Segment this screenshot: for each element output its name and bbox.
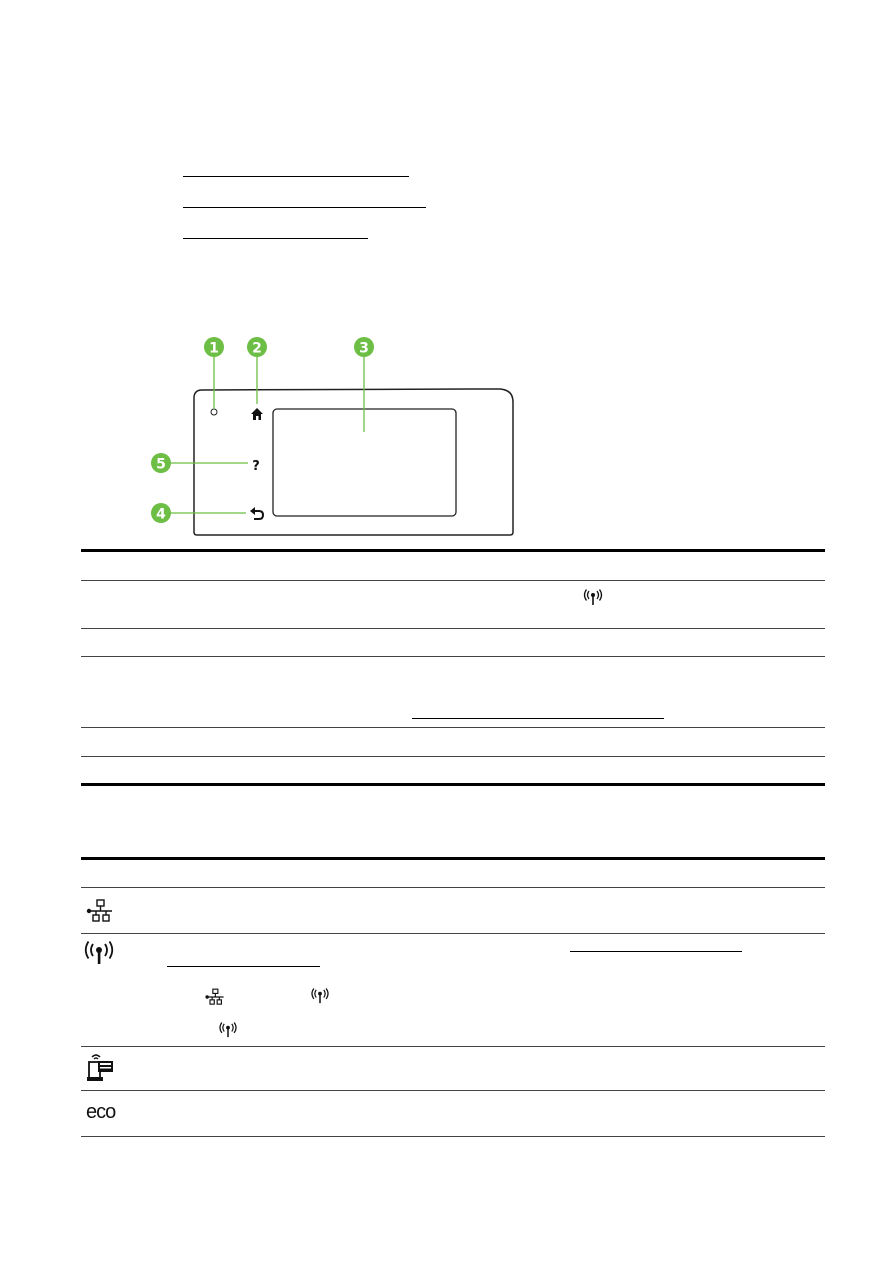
eco-icon: eco	[86, 1101, 116, 1123]
table2-row-rule	[81, 1090, 825, 1091]
table1-row-rule	[81, 628, 825, 629]
link-3-underline[interactable]	[183, 238, 368, 239]
home-icon	[251, 408, 263, 420]
svg-text:3: 3	[359, 340, 369, 357]
ethernet-icon	[86, 899, 114, 923]
table1-link-underline[interactable]	[412, 718, 664, 719]
wireless-row-link-2-underline[interactable]	[167, 966, 320, 967]
table1-header-rule	[81, 580, 825, 581]
wireless-icon	[82, 941, 116, 967]
callout-5	[151, 453, 171, 473]
link-2-underline[interactable]	[183, 207, 426, 208]
wireless-icon	[583, 589, 603, 607]
wireless-row-link-1-underline[interactable]	[570, 951, 742, 952]
svg-text:4: 4	[156, 506, 166, 523]
table2-bottom-rule	[81, 1136, 825, 1137]
svg-text:5: 5	[156, 456, 166, 473]
callout-4	[151, 503, 171, 523]
link-1-underline[interactable]	[183, 176, 409, 177]
wifi-direct-icon	[86, 1053, 116, 1083]
callout-1	[204, 337, 224, 357]
callout-2	[247, 337, 267, 357]
callout-3	[354, 337, 374, 357]
svg-text:2: 2	[252, 340, 262, 357]
ethernet-icon	[205, 988, 225, 1006]
table1-top-rule	[81, 549, 825, 552]
table1-row-rule	[81, 656, 825, 657]
help-icon: ?	[252, 459, 260, 474]
table1-row-rule	[81, 727, 825, 728]
table1-bottom-rule	[81, 783, 825, 786]
wireless-icon	[310, 988, 330, 1005]
back-icon	[250, 507, 263, 519]
wireless-icon	[218, 1022, 238, 1039]
svg-text:1: 1	[209, 340, 219, 357]
wireless-light	[211, 409, 217, 415]
table2-row-rule	[81, 1046, 825, 1047]
table2-row-rule	[81, 933, 825, 934]
table2-top-rule	[81, 857, 825, 860]
table2-header-rule	[81, 887, 825, 888]
table1-row-rule	[81, 756, 825, 757]
control-panel-illustration	[140, 332, 530, 538]
